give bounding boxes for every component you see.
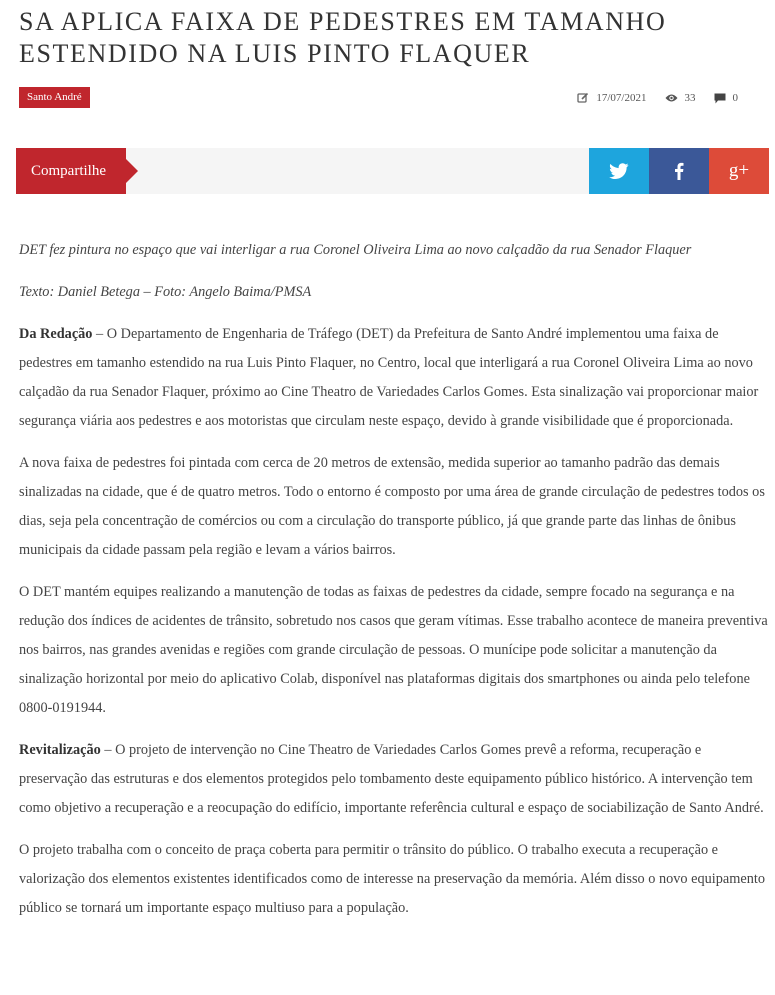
comment-icon [714,93,726,104]
paragraph-2: A nova faixa de pedestres foi pintada com cerca de 20 metros de extensão, medida superior ao tamanho padrão das demais sinalizadas na cidade, que é de quatro metros. Todo o entorno é composto por uma área de grande circulação de pedestres todos os dias, seja pela concentração de comércios ou com a circulação do transporte público, já que grande parte das linhas de ônibus municipais da cidade passam pela região e levam a vários bairros. [19,455,765,558]
paragraph-4 [19,736,769,823]
view-count: 33 [684,92,696,104]
article-body [19,236,769,936]
facebook-icon [674,162,684,180]
page-title: SA APLICA FAIXA DE PEDESTRES EM TAMANHO ESTENDIDO NA LUIS PINTO FLAQUER [19,7,667,68]
twitter-share-button[interactable] [589,148,649,194]
credits: Texto: Daniel Betega – Foto: Angelo Baima/PMSA [19,284,312,300]
paragraph-1-text: – O Departamento de Engenharia de Tráfego (DET) da Prefeitura de Santo André implementou uma faixa de pedestres em tamanho estendido na rua Luis Pinto Flaquer, no Centro, local que interligará a rua Coronel Oliveira Lima ao novo calçadão da rua Senador Flaquer, próximo ao Cine Theatro de Variedades Carlos Gomes. Esta sinalização vai proporcionar maior segurança viária aos pedestres e aos motoristas que circulam neste espaço, devido à grande visibilidade que é proporcionada. [19,326,759,429]
gplus-share-button[interactable]: g+ [709,148,769,194]
post-date: 17/07/2021 [596,92,647,104]
views-meta [665,92,696,104]
paragraph-1 [19,320,769,436]
facebook-share-button[interactable] [649,148,709,194]
share-bar [16,148,769,194]
share-label-arrow [126,159,138,183]
eye-icon [665,93,678,103]
paragraph-3: O DET mantém equipes realizando a manutenção de todas as faixas de pedestres da cidade, sempre focado na segurança e na redução dos índices de acidentes de trânsito, sobretudo nos casos que geram vítimas. Esse trabalho acontece de maneira preventiva nos bairros, nas grandes avenidas e regiões com grande circulação de pessoas. O munícipe pode solicitar a manutenção da sinalização horizontal por meio do aplicativo Colab, disponível nas plataformas digitais dos smartphones ou ainda pelo telefone 0800-0191944. [19,584,768,716]
date-meta [577,92,646,104]
twitter-icon [609,163,629,179]
article-meta [19,87,764,109]
paragraph-5: O projeto trabalha com o conceito de praça coberta para permitir o trânsito do público. O trabalho executa a recuperação e valorização dos elementos existentes identificados como de interesse na preservação da memória. Além disso o novo equipamento público se tornará um importante espaço multiuso para a população. [19,842,765,916]
paragraph-1-lead: Da Redação [19,326,93,342]
comments-link[interactable] [714,92,739,104]
paragraph-4-text: – O projeto de intervenção no Cine Theatro de Variedades Carlos Gomes prevê a reforma, recuperação e preservação das estruturas e dos elementos protegidos pelo tombamento deste equipamento público histórico. A intervenção tem como objetivo a recuperação e a reocupação do edifício, importante referência cultural e espaço de sociabilização de Santo André. [19,742,764,816]
share-label: Compartilhe [16,148,126,194]
edit-icon [577,92,589,104]
comment-count: 0 [732,92,738,104]
article-stats [559,90,738,106]
category-badge[interactable]: Santo André [19,87,90,108]
paragraph-4-lead: Revitalização [19,742,101,758]
photo-caption: DET fez pintura no espaço que vai interligar a rua Coronel Oliveira Lima ao novo calçadão da rua Senador Flaquer [19,242,692,258]
